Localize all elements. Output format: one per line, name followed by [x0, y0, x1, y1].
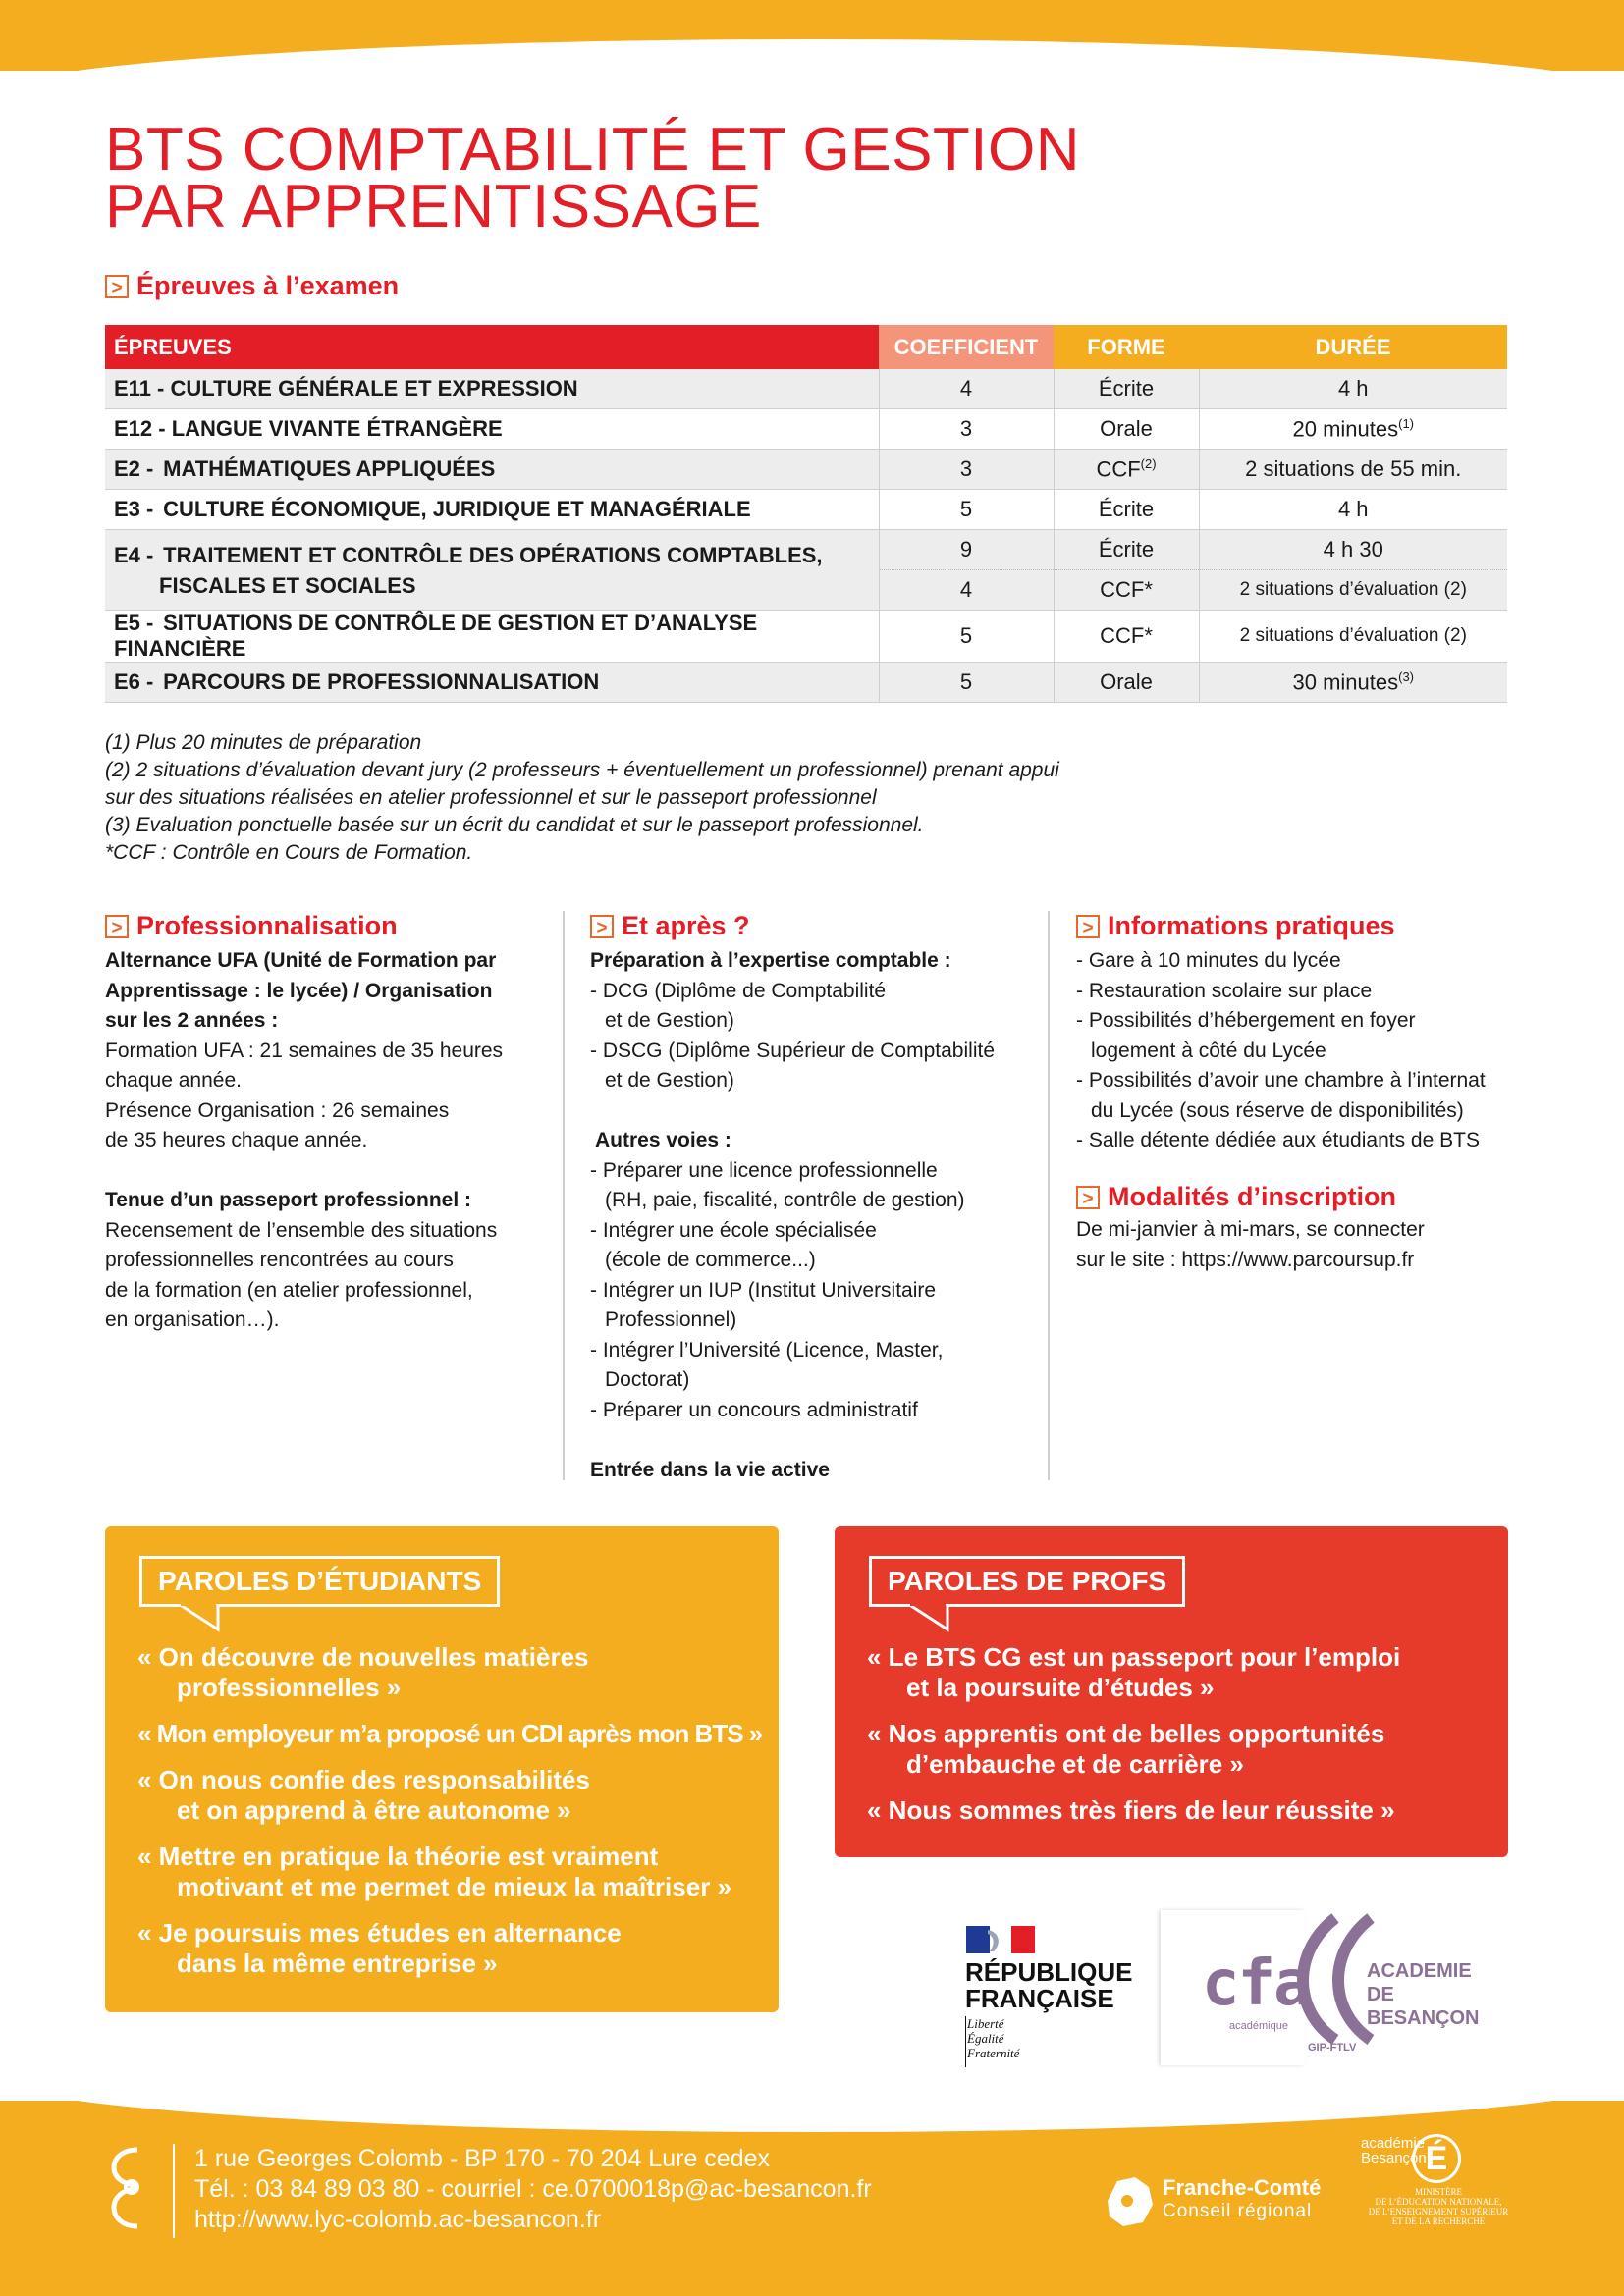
- academie-e-icon: É: [1412, 2134, 1461, 2183]
- prof-quote: [867, 1642, 1495, 1703]
- quote-line: « Nos apprentis ont de belles opportunités: [867, 1719, 1385, 1748]
- apres-text-line: - Intégrer l’Université (Licence, Master,: [590, 1338, 944, 1362]
- rf-motto: Liberté: [967, 2016, 1004, 2031]
- cfa-sub: académique: [1229, 2020, 1288, 2032]
- quote-line: « Je poursuis mes études en alternance: [137, 1918, 622, 1948]
- apres-text-line: - DCG (Diplôme de Comptabilité: [590, 979, 887, 1002]
- apres-text-line: Doctorat): [605, 1368, 690, 1391]
- epreuve-name: LANGUE VIVANTE ÉTRANGÈRE: [171, 416, 503, 441]
- pro-heading-label: Professionnalisation: [136, 911, 398, 940]
- quote-line: « On découvre de nouvelles matières: [137, 1642, 589, 1672]
- footnote: (1) Plus 20 minutes de préparation: [105, 731, 422, 754]
- epreuve-name: TRAITEMENT ET CONTRÔLE DES OPÉRATIONS COMPTABLES,: [163, 542, 823, 567]
- min-text: DE L’ENSEIGNEMENT SUPÉRIEUR: [1368, 2207, 1509, 2216]
- pro-column: [105, 946, 547, 1336]
- infos-column: [1076, 946, 1518, 1156]
- column-divider: [563, 911, 565, 1480]
- infos-text-line: - Restauration scolaire sur place: [1076, 979, 1373, 1002]
- epreuve-name: CULTURE ÉCONOMIQUE, JURIDIQUE ET MANAGÉRIALE: [163, 497, 751, 521]
- epreuve-name: CULTURE GÉNÉRALE ET EXPRESSION: [170, 376, 578, 400]
- coef-cell: 5: [879, 663, 1054, 703]
- duree-cell: 4 h: [1199, 369, 1507, 409]
- apres-text-line: Professionnel): [605, 1308, 737, 1331]
- infos-text-line: du Lycée (sous réserve de disponibilités): [1091, 1098, 1464, 1122]
- quote-line: professionnelles »: [177, 1673, 402, 1702]
- epreuve-cell: [105, 663, 879, 703]
- duree-cell: 4 h 30: [1199, 530, 1507, 570]
- footer-divider: [173, 2144, 175, 2238]
- apres-text-line: - Intégrer une école spécialisée: [590, 1218, 877, 1242]
- forme-cell: Orale: [1054, 409, 1199, 450]
- students-quotes: [137, 1642, 766, 1995]
- fc-sub: Conseil régional: [1163, 2201, 1313, 2221]
- epreuve-code: E2 -: [114, 456, 154, 481]
- footer-address: [194, 2144, 872, 2235]
- duree-text: 20 minutes: [1292, 416, 1399, 442]
- coef-cell: 9: [879, 530, 1054, 570]
- forme-cell: CCF*: [1054, 611, 1199, 663]
- rf-line: FRANÇAISE: [965, 1984, 1114, 2013]
- epreuve-code: E6 -: [114, 669, 154, 694]
- duree-cell: 2 situations de 55 min.: [1199, 450, 1507, 490]
- apres-text-line: - Préparer une licence professionnelle: [590, 1158, 938, 1182]
- pro-text-line: Recensement de l’ensemble des situations: [105, 1218, 498, 1242]
- duree-cell: 2 situations d’évaluation (2): [1199, 570, 1507, 611]
- table-row: [105, 663, 1507, 703]
- forme-cell: Orale: [1054, 663, 1199, 703]
- quote-line: dans la même entreprise »: [177, 1949, 498, 1978]
- coef-cell: 4: [879, 369, 1054, 409]
- gip-text: GIP-FTLV: [1308, 2042, 1357, 2054]
- infos-heading-label: Informations pratiques: [1108, 911, 1395, 940]
- student-quote: [137, 1642, 766, 1703]
- epreuve-cell: [105, 490, 879, 530]
- pro-text-line: de la formation (en atelier professionnel,: [105, 1278, 473, 1302]
- rf-motto: Fraternité: [967, 2046, 1020, 2060]
- rf-motto: Égalité: [967, 2031, 1004, 2046]
- epreuve-cell: [105, 530, 879, 611]
- pro-text-line: de 35 heures chaque année.: [105, 1129, 368, 1151]
- duree-cell: 2 situations d’évaluation (2): [1199, 611, 1507, 663]
- duree-cell: 4 h: [1199, 490, 1507, 530]
- pro-bold-line: sur les 2 années :: [105, 1009, 279, 1032]
- table-row: [105, 490, 1507, 530]
- footnote: *CCF : Contrôle en Cours de Formation.: [105, 841, 473, 864]
- apres-bold-line: Préparation à l’expertise comptable :: [590, 949, 951, 972]
- epreuve-code: E3 -: [114, 497, 154, 521]
- infos-text-line: - Salle détente dédiée aux étudiants de BTS: [1076, 1129, 1480, 1151]
- marianne-flag-icon: [966, 1926, 1035, 1955]
- quote-line: « Mettre en pratique la théorie est vraiment: [137, 1842, 659, 1871]
- exam-heading-label: Épreuves à l’examen: [136, 271, 400, 300]
- pro-text-line: en organisation…).: [105, 1308, 280, 1331]
- cfa-text: cfa: [1202, 1948, 1310, 2020]
- min-text: ET DE LA RECHERCHE: [1391, 2216, 1486, 2226]
- table-row: [105, 369, 1507, 409]
- inscription-text: [1076, 1215, 1518, 1275]
- column-divider: [1048, 911, 1050, 1480]
- apres-text-line: - Intégrer un IUP (Institut Universitaire: [590, 1278, 937, 1302]
- coef-cell: 3: [879, 409, 1054, 450]
- infos-text-line: - Gare à 10 minutes du lycée: [1076, 949, 1341, 972]
- epreuve-code: E5 -: [114, 611, 154, 635]
- footnotes: [105, 729, 1126, 867]
- pro-text-line: Formation UFA : 21 semaines de 35 heures: [105, 1039, 504, 1062]
- apres-text-line: - DSCG (Diplôme Supérieur de Comptabilité: [590, 1039, 995, 1062]
- epreuve-cell: [105, 611, 879, 663]
- coef-cell: 3: [879, 450, 1054, 490]
- epreuve-code: E12 -: [114, 416, 166, 441]
- epreuve-cell: [105, 369, 879, 409]
- students-quote-box: [105, 1526, 779, 2012]
- table-row: [105, 409, 1507, 450]
- duree-note: (3): [1398, 668, 1414, 684]
- fc-name: Franche-Comté: [1163, 2175, 1322, 2200]
- footnote: sur des situations réalisées en atelier professionnel et sur le passeport professionnel: [105, 786, 877, 809]
- student-quote: [137, 1842, 766, 1902]
- forme-cell: Écrite: [1054, 369, 1199, 409]
- apres-bold-line: Entrée dans la vie active: [590, 1458, 830, 1481]
- title-line-2: PAR APPRENTISSAGE: [105, 173, 762, 240]
- pro-text-line: Présence Organisation : 26 semaines: [105, 1098, 450, 1122]
- forme-note: (2): [1140, 455, 1157, 471]
- ac-text: académie: [1361, 2135, 1426, 2152]
- quote-line: « On nous confie des responsabilités: [137, 1765, 590, 1794]
- exam-table: [105, 325, 1507, 703]
- forme-text: CCF: [1096, 456, 1141, 482]
- profs-quote-box: [835, 1526, 1508, 1857]
- profs-quotes: [867, 1642, 1495, 1842]
- quote-line: d’embauche et de carrière »: [906, 1749, 1244, 1779]
- apres-bold-line: Autres voies :: [595, 1129, 731, 1151]
- header-coefficient: COEFFICIENT: [879, 325, 1054, 369]
- academie-text: DE BESANÇON: [1367, 1984, 1480, 2029]
- forme-cell: CCF*: [1054, 570, 1199, 611]
- prof-quote: « Nous sommes très fiers de leur réussite »: [867, 1795, 1395, 1825]
- arrow-icon: >: [1076, 1186, 1100, 1209]
- epreuve-code: E11 -: [114, 376, 165, 400]
- pro-bold-line: Tenue d’un passeport professionnel :: [105, 1189, 471, 1211]
- coef-cell: 4: [879, 570, 1054, 611]
- infos-text-line: - Possibilités d’avoir une chambre à l’internat: [1076, 1069, 1486, 1092]
- epreuve-name: PARCOURS DE PROFESSIONNALISATION: [163, 669, 600, 694]
- exam-heading: [105, 271, 399, 301]
- contact-line: Tél. : 03 84 89 03 80 - courriel : ce.0700018p@ac-besancon.fr: [194, 2175, 872, 2203]
- ac-text: Besançon: [1361, 2150, 1427, 2166]
- pro-bold-line: Apprentissage : le lycée) / Organisation: [105, 979, 493, 1002]
- min-text: MINISTÈRE: [1415, 2187, 1462, 2197]
- apres-text-line: et de Gestion): [605, 1009, 734, 1032]
- header-epreuves: ÉPREUVES: [105, 325, 879, 369]
- inscription-heading-label: Modalités d’inscription: [1108, 1182, 1397, 1211]
- epreuve-name: MATHÉMATIQUES APPLIQUÉES: [163, 456, 496, 481]
- franche-comte-map-icon: [1098, 2171, 1159, 2232]
- infos-text-line: logement à côté du Lycée: [1091, 1039, 1326, 1062]
- epreuve-name-cont: FISCALES ET SOCIALES: [159, 572, 416, 598]
- pro-text-line: professionnelles rencontrées au cours: [105, 1249, 454, 1271]
- infos-text-line: sur le site : https://www.parcoursup.fr: [1076, 1248, 1415, 1271]
- arrow-icon: >: [1076, 915, 1100, 938]
- website-link[interactable]: http://www.lyc-colomb.ac-besancon.fr: [194, 2206, 602, 2233]
- min-text: DE L’ÉDUCATION NATIONALE,: [1375, 2197, 1502, 2207]
- duree-note: (1): [1398, 415, 1414, 431]
- table-row: [105, 530, 1507, 570]
- quote-line: motivant et me permet de mieux la maîtriser »: [177, 1872, 731, 1901]
- rf-line: RÉPUBLIQUE: [965, 1957, 1133, 1987]
- student-quote: « Mon employeur m’a proposé un CDI après mon BTS »: [137, 1719, 763, 1748]
- pro-heading: [105, 911, 398, 941]
- franche-comte-logo: [1098, 2171, 1343, 2230]
- apres-column: [590, 946, 1042, 1485]
- quote-line: « Le BTS CG est un passeport pour l’emploi: [867, 1642, 1401, 1672]
- page-title: [105, 116, 1283, 240]
- header-duree: DURÉE: [1199, 325, 1507, 369]
- apres-text-line: (école de commerce...): [605, 1249, 816, 1271]
- student-quote: [137, 1765, 766, 1826]
- coef-cell: 5: [879, 611, 1054, 663]
- academie-besancon-logo: [1355, 2118, 1522, 2236]
- infos-heading: [1076, 911, 1395, 941]
- apres-heading-label: Et après ?: [622, 911, 750, 940]
- address-line: 1 rue Georges Colomb - BP 170 - 70 204 Lure cedex: [194, 2145, 770, 2172]
- arrow-icon: >: [105, 915, 129, 938]
- duree-cell: [1199, 409, 1507, 450]
- students-box-title: PAROLES D’ÉTUDIANTS: [139, 1556, 500, 1607]
- apres-text-line: (RH, paie, fiscalité, contrôle de gestion): [605, 1189, 965, 1211]
- footnote: (2) 2 situations d’évaluation devant jury (2 professeurs + éventuellement un professionnel) prenant appui: [105, 759, 1059, 781]
- speech-tail-icon: [908, 1604, 967, 1633]
- academie-text: ACADEMIE: [1367, 1960, 1472, 1982]
- table-row: [105, 611, 1507, 663]
- lycee-colomb-logo-icon: [96, 2140, 155, 2238]
- republique-francaise-logo: [965, 1926, 1142, 2073]
- title-line-1: BTS COMPTABILITÉ ET GESTION: [105, 116, 1081, 184]
- student-quote: [137, 1918, 766, 1979]
- cfa-academique-logo: [1161, 1910, 1510, 2065]
- inscription-heading: [1076, 1182, 1396, 1212]
- forme-cell: Écrite: [1054, 530, 1199, 570]
- apres-heading: [590, 911, 750, 941]
- duree-text: 30 minutes: [1292, 669, 1399, 695]
- pro-text-line: chaque année.: [105, 1069, 242, 1092]
- quote-line: et on apprend à être autonome »: [177, 1795, 571, 1825]
- arrow-icon: >: [105, 275, 129, 298]
- forme-cell: [1054, 450, 1199, 490]
- epreuve-cell: [105, 450, 879, 490]
- footnote: (3) Evaluation ponctuelle basée sur un écrit du candidat et sur le passeport professionnel.: [105, 814, 924, 836]
- infos-text-line: - Possibilités d’hébergement en foyer: [1076, 1009, 1416, 1032]
- pro-bold-line: Alternance UFA (Unité de Formation par: [105, 949, 497, 972]
- quote-line: et la poursuite d’études »: [906, 1673, 1215, 1702]
- epreuve-name: SITUATIONS DE CONTRÔLE DE GESTION ET D’ANALYSE FINANCIÈRE: [114, 611, 758, 661]
- duree-cell: [1199, 663, 1507, 703]
- forme-cell: Écrite: [1054, 490, 1199, 530]
- apres-text-line: - Préparer un concours administratif: [590, 1398, 918, 1421]
- prof-quote: [867, 1719, 1495, 1780]
- coef-cell: 5: [879, 490, 1054, 530]
- profs-box-title: PAROLES DE PROFS: [869, 1556, 1185, 1607]
- infos-text-line: De mi-janvier à mi-mars, se connecter: [1076, 1218, 1425, 1241]
- epreuve-code: E4 -: [114, 542, 154, 567]
- arrow-icon: >: [590, 915, 614, 938]
- speech-tail-icon: [179, 1604, 238, 1633]
- apres-text-line: et de Gestion): [605, 1069, 734, 1092]
- header-forme: FORME: [1054, 325, 1199, 369]
- table-row: [105, 450, 1507, 490]
- epreuve-cell: [105, 409, 879, 450]
